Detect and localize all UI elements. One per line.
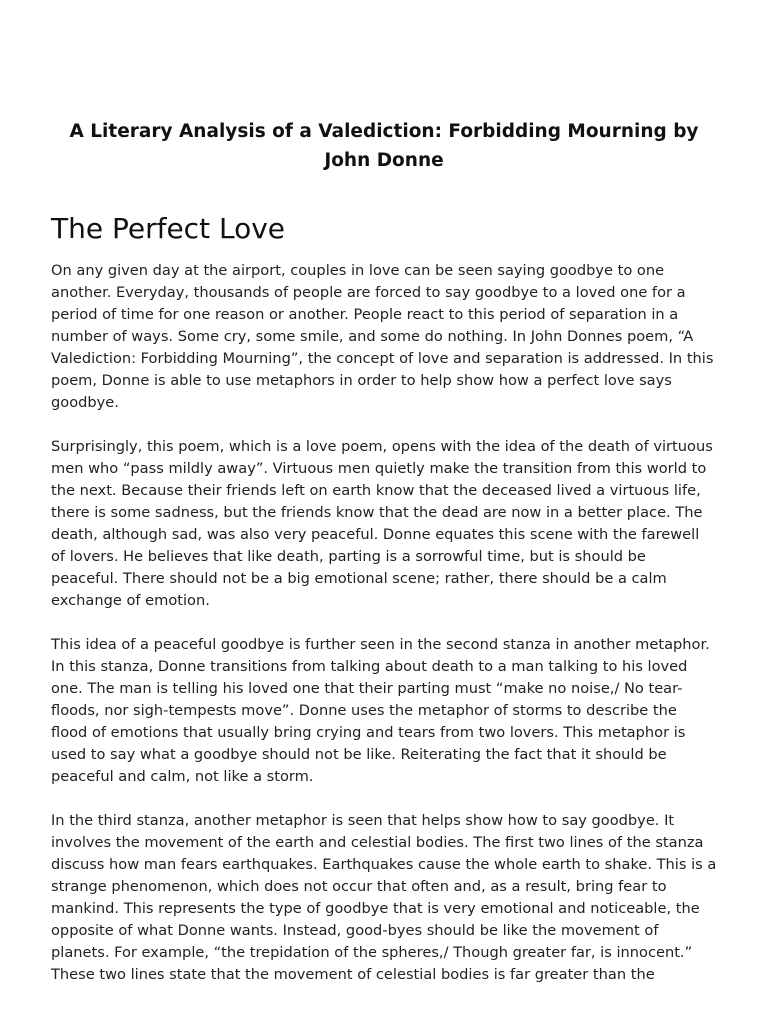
- paragraph-2: Surprisingly, this poem, which is a love poem, opens with the idea of the death of virtuous men who “pass mildly away”. Virtuous men quietly make the transition from this world to the next. Because their friends left on earth know that the deceased lived a virtuous life, there is some sadness, but the friends know that the dead are now in a better place. The death, although sad, was also very peaceful. Donne equates this scene with the farewell of lovers. He believes that like death, parting is a sorrowful time, but is should be peaceful. There should not be a big emotional scene; rather, there should be a calm exchange of emotion.: [51, 438, 713, 609]
- paragraph-4: In the third stanza, another metaphor is seen that helps show how to say goodbye. It involves the movement of the earth and celestial bodies. The first two lines of the stanza discuss how man fears earthquakes. Earthquakes cause the whole earth to shake. This is a strange phenomenon, which does not occur that often and, as a result, bring fear to mankind. This represents the type of goodbye that is very emotional and noticeable, the opposite of what Donne wants. Instead, good-byes should be like the movement of planets. For example, “the trepidation of the spheres,/ Though greater far, is innocent.” These two lines state that the movement of celestial bodies is far greater than the: [51, 812, 717, 983]
- document-title: A Literary Analysis of a Valediction: Forbidding Mourning by John Donne: [69, 121, 699, 171]
- paragraph-1: On any given day at the airport, couples in love can be seen saying goodbye to one another. Everyday, thousands of people are forced to say goodbye to a loved one for a period of time for one reason or another. People react to this period of separation in a number of ways. Some cry, some smile, and some do nothing. In John Donnes poem, “A Valediction: Forbidding Mourning”, the concept of love and separation is addressed. In this poem, Donne is able to use metaphors in order to help show how a perfect love says goodbye.: [51, 262, 714, 411]
- section-heading: The Perfect Love: [51, 212, 285, 245]
- paragraph-3: This idea of a peaceful goodbye is further seen in the second stanza in another metaphor. In this stanza, Donne transitions from talking about death to a man talking to his loved one. The man is telling his loved one that their parting must “make no noise,/ No tear-floods, nor sigh-tempests move”. Donne uses the metaphor of storms to describe the flood of emotions that usually bring crying and tears from two lovers. This metaphor is used to say what a goodbye should not be like. Reiterating the fact that it should be peaceful and calm, not like a storm.: [51, 636, 710, 785]
